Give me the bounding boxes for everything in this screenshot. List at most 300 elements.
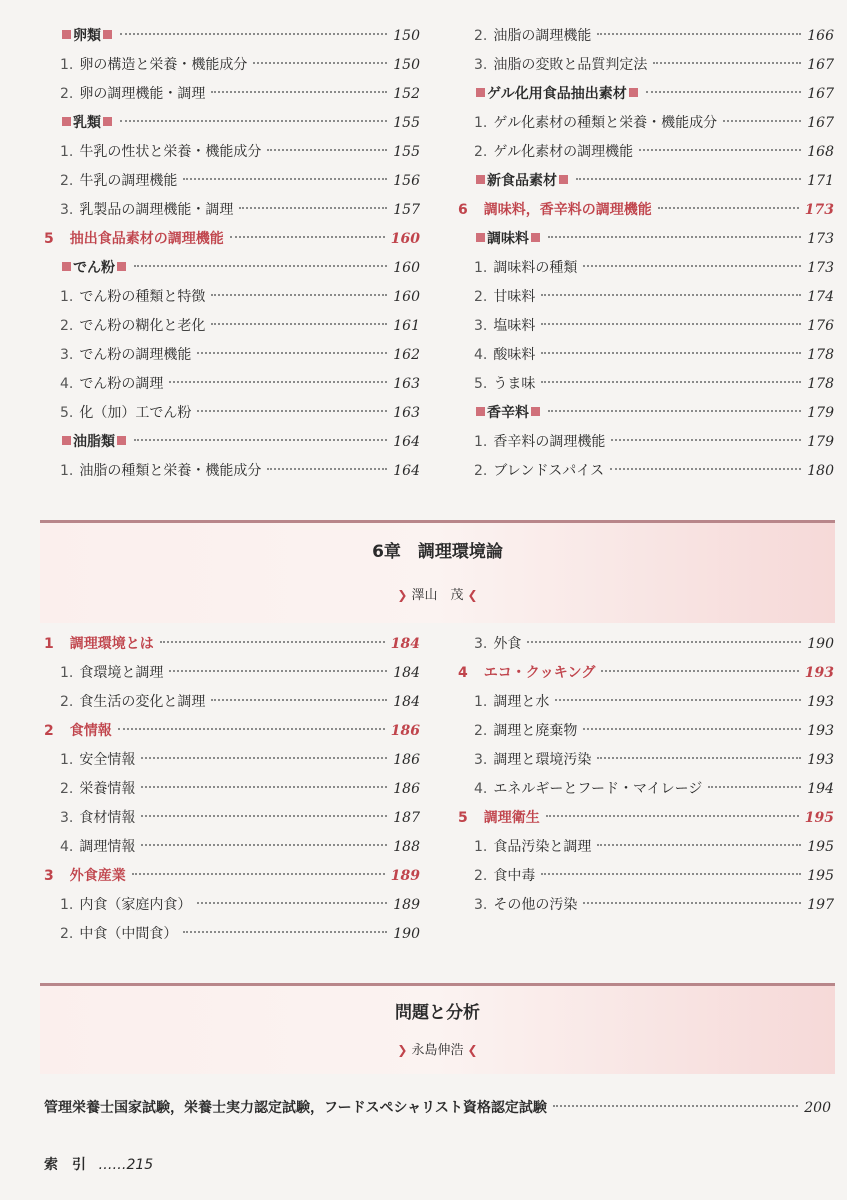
toc-entry-label: ゲル化素材の種類と栄養・機能成分 — [493, 115, 718, 131]
toc-entry-number: 5. — [474, 376, 488, 392]
toc-item — [60, 806, 420, 830]
toc-item — [60, 169, 420, 193]
toc-entry-page: 180 — [807, 463, 834, 479]
square-bullet-icon — [559, 175, 568, 184]
toc-entry-label: 調味料の種類 — [493, 260, 578, 276]
toc-item — [474, 285, 834, 309]
toc-item — [474, 893, 834, 917]
toc-entry-label: 食中毒 — [493, 868, 536, 884]
toc-entry-text — [474, 690, 549, 714]
toc-item — [474, 256, 834, 280]
toc-item — [474, 343, 834, 367]
toc-entry-text — [474, 256, 577, 280]
toc-entry-page: 193 — [807, 752, 834, 768]
leader-dots — [611, 439, 801, 441]
leader-dots — [541, 873, 801, 875]
toc-entry-label: エネルギーとフード・マイレージ — [493, 781, 703, 797]
toc-entry-text — [474, 632, 521, 656]
toc-entry-page: 167 — [807, 57, 834, 73]
toc-item — [474, 719, 834, 743]
leader-dots — [601, 670, 798, 672]
toc-entry-number: 3 — [44, 868, 54, 884]
toc-entry-label: 食材情報 — [79, 810, 136, 826]
toc-entry-number: 2. — [60, 694, 74, 710]
leader-dots — [197, 902, 387, 904]
leader-dots — [169, 381, 387, 383]
toc-item — [60, 82, 420, 106]
square-bullet-icon — [531, 407, 540, 416]
toc-entry-number: 3. — [474, 57, 488, 73]
leader-dots — [141, 757, 387, 759]
toc-entry-text — [474, 285, 535, 309]
toc-entry-text — [44, 632, 154, 656]
leader-dots — [583, 902, 801, 904]
toc-entry-text — [458, 198, 652, 222]
toc-entry-page: 164 — [393, 434, 420, 450]
toc-entry-text — [60, 401, 191, 425]
toc-entry-label: 卵の調理機能・調理 — [79, 86, 206, 102]
toc-item — [60, 314, 420, 338]
leader-dots — [541, 323, 801, 325]
toc-entry-number: 1. — [474, 260, 488, 276]
toc-entry-number: 2. — [60, 173, 74, 189]
toc-item — [60, 401, 420, 425]
toc-section — [44, 632, 420, 656]
toc-entry-label: 乳製品の調理機能・調理 — [79, 202, 234, 218]
toc-item — [60, 140, 420, 164]
toc-entry-number: 2. — [60, 781, 74, 797]
toc-item — [60, 893, 420, 917]
toc-item — [474, 777, 834, 801]
toc-entry-number: 4 — [458, 665, 468, 681]
leader-dots — [267, 149, 387, 151]
toc-item — [474, 864, 834, 888]
square-bullet-icon — [531, 233, 540, 242]
chapter6-title: 6章 調理環境論 — [372, 542, 503, 562]
leader-dots — [723, 120, 801, 122]
leader-dots — [583, 265, 801, 267]
toc-entry-label: 油脂の変敗と品質判定法 — [493, 57, 648, 73]
toc-entry-number: 2. — [474, 144, 488, 160]
toc-entry-number: 4. — [60, 839, 74, 855]
toc-entry-text — [60, 748, 135, 772]
toc-entry-page: 187 — [393, 810, 420, 826]
square-bullet-icon — [476, 175, 485, 184]
toc-entry-page: 167 — [807, 86, 834, 102]
square-bullet-icon — [476, 88, 485, 97]
toc-entry-page: 150 — [393, 28, 420, 44]
toc-subsection — [474, 82, 834, 106]
toc-entry-text — [474, 719, 577, 743]
toc-entry-page: 194 — [807, 781, 834, 797]
leader-dots — [197, 352, 387, 354]
toc-entry-number: 2. — [474, 723, 488, 739]
toc-entry-page: 167 — [807, 115, 834, 131]
toc-entry-label: 内食（家庭内食） — [79, 897, 192, 913]
toc-entry-label: 栄養情報 — [79, 781, 136, 797]
leader-dots — [183, 931, 387, 933]
problems-author-line — [40, 1039, 835, 1058]
toc-entry-text — [44, 227, 224, 251]
toc-entry-page: 179 — [807, 434, 834, 450]
leader-dots — [141, 786, 387, 788]
toc-entry-page: 193 — [807, 694, 834, 710]
leader-dots — [211, 91, 387, 93]
toc-entry-label: 塩味料 — [493, 318, 536, 334]
problems-title: 問題と分析 — [395, 1003, 480, 1023]
chapter6-author: 澤山 茂 — [411, 588, 464, 603]
toc-entry-text — [474, 748, 591, 772]
toc-section — [458, 806, 834, 830]
toc-entry-page: 160 — [393, 289, 420, 305]
toc-entry-label: その他の汚染 — [493, 897, 578, 913]
bracket-right-icon: ❮ — [467, 588, 478, 602]
toc-entry-number: 3. — [474, 897, 488, 913]
toc-entry-text — [60, 661, 163, 685]
toc-entry-text — [474, 893, 577, 917]
toc-entry-number: 5. — [60, 405, 74, 421]
toc-item — [474, 748, 834, 772]
toc-entry-label: 香辛料 — [487, 405, 529, 421]
toc-entry-text — [474, 343, 535, 367]
toc-entry-page: 178 — [807, 376, 834, 392]
toc-item — [60, 53, 420, 77]
toc-entry-page: 188 — [393, 839, 420, 855]
leader-dots — [141, 844, 387, 846]
toc-entry-page: 171 — [807, 173, 834, 189]
toc-entry-text — [474, 111, 717, 135]
toc-entry-page: 189 — [390, 868, 420, 884]
toc-entry-text — [60, 893, 191, 917]
toc-section — [44, 227, 420, 251]
toc-entry-page: 168 — [807, 144, 834, 160]
toc-entry-number: 3. — [60, 347, 74, 363]
toc-entry-text — [474, 401, 542, 425]
leader-dots — [541, 294, 801, 296]
toc-entry-text — [60, 459, 261, 483]
toc-entry-page: 160 — [393, 260, 420, 276]
toc-entry-page: 195 — [804, 810, 834, 826]
toc-entry-text — [474, 227, 542, 251]
toc-item — [60, 459, 420, 483]
leader-dots — [708, 786, 801, 788]
toc-entry-label: エコ・クッキング — [483, 665, 596, 681]
toc-entry-text — [474, 53, 647, 77]
leader-dots — [597, 757, 801, 759]
toc-entry-page: 190 — [807, 636, 834, 652]
toc-entry-page: 152 — [393, 86, 420, 102]
leader-dots — [548, 236, 801, 238]
toc-entry-text — [60, 922, 177, 946]
toc-entry-number: 2. — [474, 463, 488, 479]
toc-entry-text — [474, 82, 640, 106]
toc-entry-page: 197 — [807, 897, 834, 913]
toc-entry-page: 179 — [807, 405, 834, 421]
toc-entry-number: 6 — [458, 202, 468, 218]
toc-entry-number: 3. — [474, 752, 488, 768]
leader-dots — [553, 1105, 798, 1107]
toc-entry-label: でん粉の種類と特徴 — [79, 289, 206, 305]
toc-item — [60, 690, 420, 714]
toc-entry-label: 抽出食品素材の調理機能 — [69, 231, 224, 247]
square-bullet-icon — [629, 88, 638, 97]
leader-dots — [253, 62, 387, 64]
toc-entry-label: 油脂の調理機能 — [493, 28, 592, 44]
toc-entry-number: 1. — [474, 839, 488, 855]
toc-entry-text — [60, 256, 128, 280]
toc-entry-label: 調味料 — [487, 231, 529, 247]
toc-entry-label: でん粉の調理機能 — [79, 347, 192, 363]
toc-item — [474, 459, 834, 483]
toc-entry-label: でん粉 — [73, 260, 115, 276]
toc-entry-number: 2. — [60, 926, 74, 942]
toc-entry-text — [474, 459, 604, 483]
toc-entry-page: 173 — [807, 260, 834, 276]
leader-dots — [120, 120, 387, 122]
toc-entry-text — [60, 430, 128, 454]
exam-line-page: 200 — [804, 1100, 831, 1116]
leader-dots — [160, 641, 385, 643]
toc-entry-page: 164 — [393, 463, 420, 479]
toc-entry-label: 外食 — [493, 636, 522, 652]
toc-entry-number: 2. — [474, 289, 488, 305]
square-bullet-icon — [62, 436, 71, 445]
leader-dots — [183, 178, 387, 180]
toc-subsection — [474, 169, 834, 193]
toc-entry-label: 調理と廃棄物 — [493, 723, 578, 739]
square-bullet-icon — [62, 30, 71, 39]
toc-item — [474, 632, 834, 656]
toc-entry-label: 中食（中間食） — [79, 926, 178, 942]
index-label: 索 引 — [44, 1157, 86, 1173]
leader-dots — [546, 815, 799, 817]
toc-entry-page: 150 — [393, 57, 420, 73]
leader-dots — [230, 236, 385, 238]
toc-entry-number: 1. — [60, 144, 74, 160]
toc-entry-label: 調理環境とは — [69, 636, 154, 652]
leader-dots — [169, 670, 387, 672]
leader-dots — [541, 352, 801, 354]
toc-section — [44, 719, 420, 743]
toc-item — [60, 748, 420, 772]
toc-item — [474, 111, 834, 135]
toc-entry-text — [458, 806, 540, 830]
toc-entry-label: うま味 — [493, 376, 536, 392]
toc-entry-page: 193 — [807, 723, 834, 739]
square-bullet-icon — [62, 117, 71, 126]
toc-entry-page: 193 — [804, 665, 834, 681]
toc-entry-page: 166 — [807, 28, 834, 44]
toc-entry-number: 3. — [474, 318, 488, 334]
toc-entry-label: 香辛料の調理機能 — [493, 434, 606, 450]
toc-entry-text — [474, 140, 633, 164]
toc-entry-text — [60, 806, 135, 830]
toc-entry-text — [60, 314, 205, 338]
toc-entry-label: 卵類 — [73, 28, 101, 44]
toc-entry-page: 163 — [393, 376, 420, 392]
toc-entry-label: ゲル化用食品抽出素材 — [487, 86, 627, 102]
toc-item — [474, 314, 834, 338]
leader-dots — [639, 149, 801, 151]
square-bullet-icon — [103, 30, 112, 39]
toc-entry-number: 1. — [60, 57, 74, 73]
toc-entry-text — [44, 864, 126, 888]
index-page: ……215 — [98, 1157, 154, 1173]
toc-entry-page: 195 — [807, 868, 834, 884]
leader-dots — [658, 207, 799, 209]
toc-item — [474, 690, 834, 714]
toc-entry-page: 186 — [393, 781, 420, 797]
leader-dots — [132, 873, 385, 875]
toc-item — [60, 661, 420, 685]
leader-dots — [583, 728, 801, 730]
toc-entry-text — [60, 111, 114, 135]
square-bullet-icon — [476, 407, 485, 416]
toc-item — [60, 777, 420, 801]
toc-entry-number: 1. — [474, 115, 488, 131]
toc-entry-number: 3. — [60, 810, 74, 826]
toc-section — [458, 198, 834, 222]
toc-entry-label: 甘味料 — [493, 289, 536, 305]
toc-entry-text — [60, 140, 261, 164]
toc-entry-label: 外食産業 — [69, 868, 126, 884]
leader-dots — [527, 641, 801, 643]
toc-entry-page: 173 — [807, 231, 834, 247]
toc-entry-text — [60, 690, 205, 714]
toc-entry-label: でん粉の調理 — [79, 376, 164, 392]
toc-subsection — [60, 430, 420, 454]
toc-item — [60, 343, 420, 367]
toc-entry-number: 4. — [474, 781, 488, 797]
exam-line — [44, 1096, 831, 1120]
toc-entry-label: 調理衛生 — [483, 810, 540, 826]
toc-entry-number: 4. — [474, 347, 488, 363]
chapter6-author-line — [40, 584, 835, 603]
toc-subsection — [474, 401, 834, 425]
toc-entry-page: 157 — [393, 202, 420, 218]
toc-entry-page: 178 — [807, 347, 834, 363]
leader-dots — [555, 699, 801, 701]
bracket-left-icon: ❯ — [397, 588, 408, 602]
toc-entry-number: 1. — [60, 897, 74, 913]
toc-entry-label: 調理と環境汚染 — [493, 752, 592, 768]
toc-entry-page: 184 — [393, 665, 420, 681]
toc-entry-number: 2. — [474, 28, 488, 44]
toc-entry-number: 1. — [60, 665, 74, 681]
leader-dots — [197, 410, 387, 412]
toc-entry-label: 牛乳の調理機能 — [79, 173, 178, 189]
toc-entry-page: 186 — [390, 723, 420, 739]
toc-entry-number: 2. — [60, 318, 74, 334]
toc-subsection — [474, 227, 834, 251]
toc-entry-number: 2. — [474, 868, 488, 884]
toc-entry-page: 163 — [393, 405, 420, 421]
leader-dots — [610, 468, 801, 470]
toc-subsection — [60, 111, 420, 135]
toc-item — [474, 140, 834, 164]
toc-item — [60, 372, 420, 396]
leader-dots — [548, 410, 801, 412]
toc-entry-number: 1. — [474, 434, 488, 450]
toc-entry-page: 155 — [393, 144, 420, 160]
toc-entry-text — [60, 82, 205, 106]
toc-entry-label: ブレンドスパイス — [493, 463, 605, 479]
toc-entry-number: 1 — [44, 636, 54, 652]
toc-item — [60, 285, 420, 309]
toc-entry-label: 調味料，香辛料の調理機能 — [483, 202, 652, 218]
toc-entry-page: 155 — [393, 115, 420, 131]
leader-dots — [576, 178, 801, 180]
toc-subsection — [60, 24, 420, 48]
toc-entry-page: 176 — [807, 318, 834, 334]
toc-entry-text — [474, 430, 605, 454]
square-bullet-icon — [117, 436, 126, 445]
leader-dots — [134, 265, 387, 267]
toc-item — [474, 430, 834, 454]
leader-dots — [597, 33, 801, 35]
toc-entry-page: 161 — [393, 318, 420, 334]
toc-entry-text — [60, 777, 135, 801]
toc-entry-number: 1. — [60, 289, 74, 305]
toc-entry-page: 156 — [393, 173, 420, 189]
toc-entry-text — [60, 198, 233, 222]
leader-dots — [211, 294, 387, 296]
leader-dots — [134, 439, 387, 441]
toc-entry-page: 189 — [393, 897, 420, 913]
toc-item — [474, 835, 834, 859]
toc-entry-text — [474, 864, 535, 888]
toc-entry-label: 調理情報 — [79, 839, 136, 855]
index-line — [44, 1154, 153, 1174]
toc-entry-text — [60, 835, 135, 859]
toc-section — [44, 864, 420, 888]
toc-entry-text — [474, 372, 535, 396]
toc-entry-text — [474, 777, 702, 801]
toc-entry-number: 2 — [44, 723, 54, 739]
square-bullet-icon — [117, 262, 126, 271]
toc-entry-text — [60, 53, 247, 77]
toc-entry-page: 162 — [393, 347, 420, 363]
bracket-right-icon: ❮ — [467, 1043, 478, 1057]
toc-entry-label: 食情報 — [69, 723, 112, 739]
toc-entry-page: 190 — [393, 926, 420, 942]
toc-entry-text — [474, 314, 535, 338]
toc-entry-text — [44, 719, 112, 743]
toc-entry-number: 4. — [60, 376, 74, 392]
bracket-left-icon: ❯ — [397, 1043, 408, 1057]
toc-entry-page: 173 — [804, 202, 834, 218]
problems-author: 永島伸浩 — [411, 1043, 464, 1058]
square-bullet-icon — [62, 262, 71, 271]
toc-entry-number: 3. — [474, 636, 488, 652]
leader-dots — [239, 207, 387, 209]
toc-entry-number: 3. — [60, 202, 74, 218]
toc-entry-page: 186 — [393, 752, 420, 768]
toc-entry-page: 195 — [807, 839, 834, 855]
toc-entry-label: 卵の構造と栄養・機能成分 — [79, 57, 248, 73]
toc-item — [474, 24, 834, 48]
toc-entry-text — [60, 24, 114, 48]
toc-entry-number: 1. — [60, 752, 74, 768]
chapter6-banner — [40, 520, 835, 623]
toc-entry-number: 2. — [60, 86, 74, 102]
toc-entry-label: 調理と水 — [493, 694, 550, 710]
toc-entry-label: でん粉の糊化と老化 — [79, 318, 206, 334]
toc-entry-label: 油脂の種類と栄養・機能成分 — [79, 463, 262, 479]
toc-entry-text — [474, 24, 591, 48]
toc-entry-number: 1. — [60, 463, 74, 479]
toc-item — [60, 835, 420, 859]
